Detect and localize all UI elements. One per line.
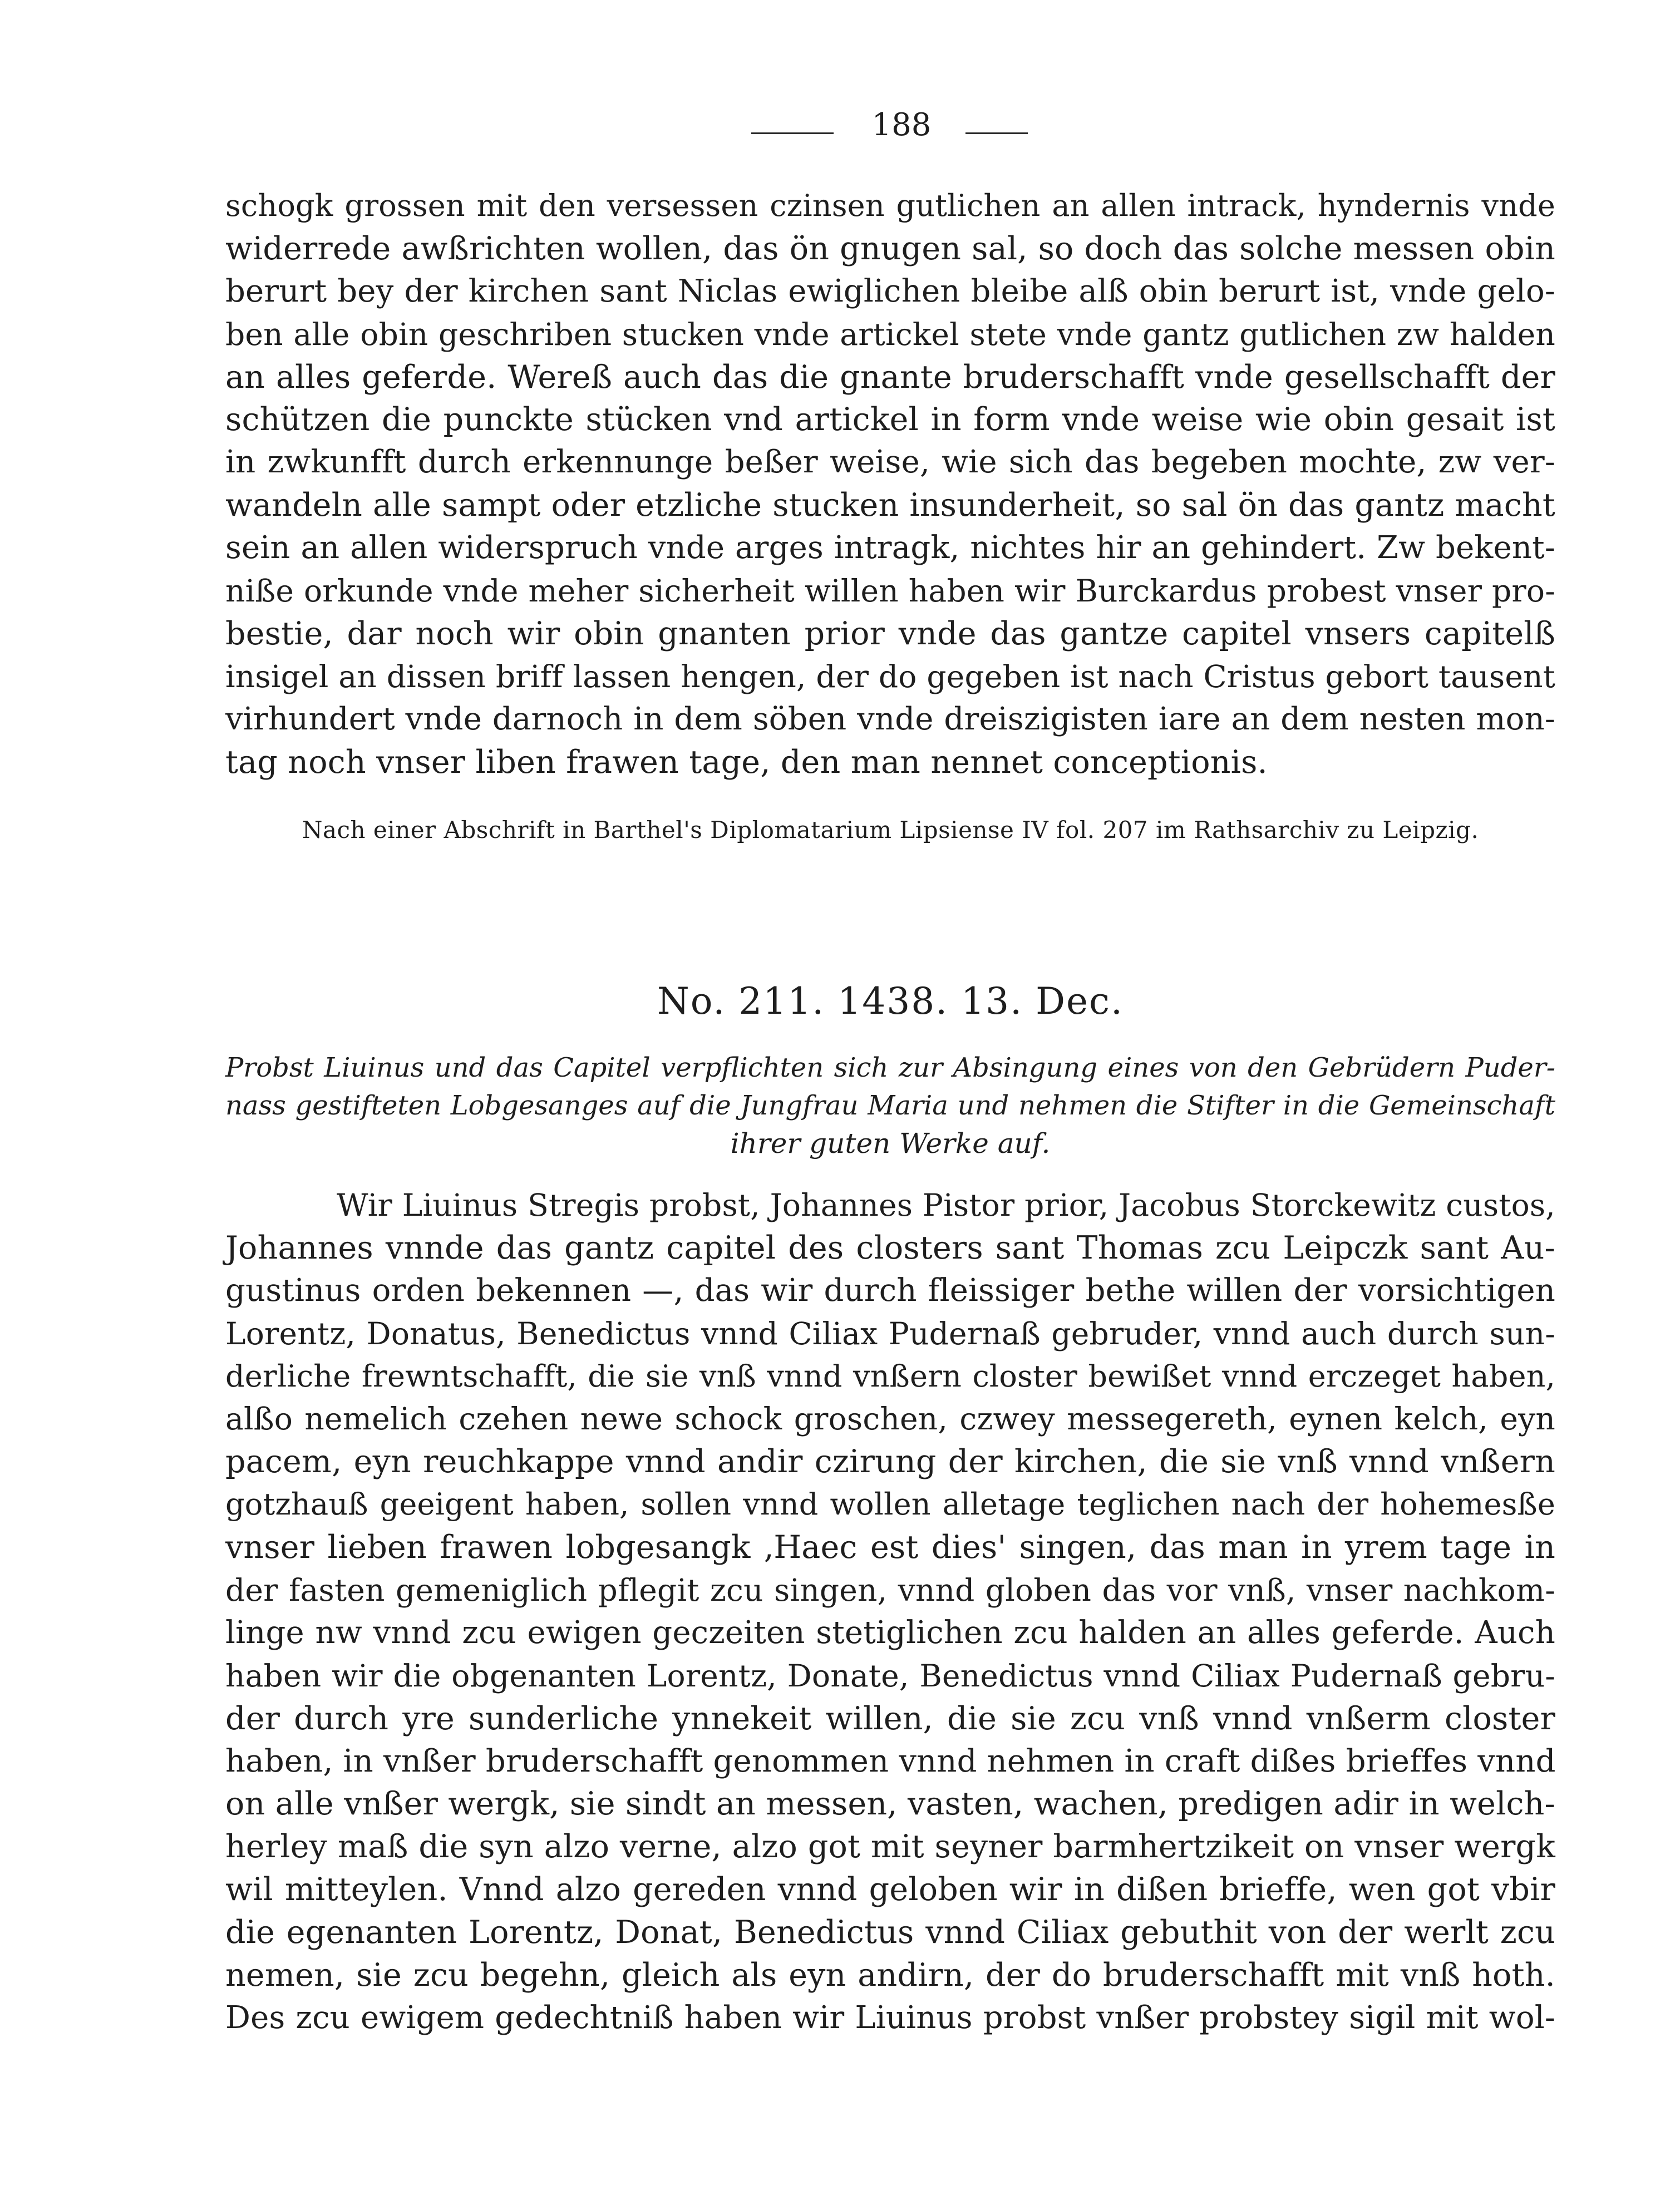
text-line: on alle vnßer wergk, sie sindt an messen, vasten, wachen, predigen adir in welch- (225, 1785, 1555, 1823)
text-line: gotzhauß geeigent haben, sollen vnnd wollen alletage teglichen nach der hohemesße (225, 1487, 1555, 1522)
summary-line: Probst Liuinus und das Capitel verpflichten sich zur Absingung eines von den Gebrüdern Puder- (225, 1052, 1555, 1083)
text-line: nemen, sie zcu begehn, gleich als eyn andirn, der do bruderschafft mit vnß hoth. (225, 1957, 1555, 1994)
text-line: wil mitteylen. Vnnd alzo gereden vnnd geloben wir in dißen brieffe, wen got vbir (225, 1871, 1555, 1908)
text-line: in zwkunfft durch erkennunge beßer weise, wie sich das begeben mochte, zw ver- (225, 444, 1555, 481)
header-rule-left (751, 132, 834, 134)
text-line: linge nw vnnd zcu ewigen geczeiten stetiglichen zcu halden an alles geferde. Auch (225, 1614, 1555, 1651)
text-line: vnser lieben frawen lobgesangk ‚Haec est dies' singen, das man in yrem tage in (225, 1529, 1555, 1566)
paragraph-document-text (225, 1184, 1555, 2040)
text-line: Lorentz, Donatus, Benedictus vnnd Ciliax Pudernaß gebruder, vnnd auch durch sun- (225, 1315, 1555, 1351)
text-line: schützen die punckte stücken vnd artickel in form vnde weise wie obin gesait ist (225, 401, 1555, 438)
text-line: virhundert vnde darnoch in dem söben vnde dreiszigisten iare an dem nesten mon- (225, 701, 1555, 737)
document-heading: No. 211. 1438. 13. Dec. (657, 980, 1124, 1023)
text-line: berurt bey der kirchen sant Niclas ewiglichen bleibe alß obin berurt ist, vnde gelo- (225, 273, 1555, 309)
text-line: bestie, dar noch wir obin gnanten prior vnde das gantze capitel vnsers capitelß (225, 615, 1555, 652)
text-line: wandeln alle sampt oder etzliche stucken insunderheit, so sal ön das gantz macht (225, 487, 1555, 524)
text-line: ben alle obin geschriben stucken vnde artickel stete vnde gantz gutlichen zw halden (225, 316, 1555, 352)
text-line: widerrede awßrichten wollen, das ön gnugen sal, so doch das solche messen obin (225, 230, 1555, 267)
text-line: alßo nemelich czehen newe schock groschen, czwey messegereth, eynen kelch, eyn (225, 1401, 1555, 1437)
text-line: herley maß die syn alzo verne, alzo got mit seyner barmhertzikeit on vnser wergk (225, 1828, 1555, 1866)
text-line: derliche frewntschafft, die sie vnß vnnd vnßern closter bewißet vnnd erczeget haben, (225, 1358, 1555, 1394)
text-line: insigel an dissen briff lassen hengen, der do gegeben ist nach Cristus gebort tausent (225, 658, 1555, 694)
page-number: 188 (871, 107, 932, 143)
summary-line: nass gestifteten Lobgesanges auf die Jungfrau Maria und nehmen die Stifter in die Gemeinschaft (225, 1090, 1555, 1121)
text-line: pacem, eyn reuchkappe vnnd andir czirung der kirchen, die sie vnß vnnd vnßern (225, 1443, 1555, 1481)
text-line: Des zcu ewigem gedechtniß haben wir Liuinus probst vnßer probstey sigil mit wol- (225, 1999, 1555, 2036)
source-note: Nach einer Abschrift in Barthel's Diplomatarium Lipsiense IV fol. 207 im Rathsarchiv zu Leipzig. (302, 816, 1479, 843)
text-line: haben, in vnßer bruderschafft genommen vnnd nehmen in craft dißes brieffes vnnd (225, 1743, 1556, 1779)
text-line: die egenanten Lorentz, Donat, Benedictus vnnd Ciliax gebuthit von der werlt zcu (225, 1914, 1555, 1951)
text-line: Johannes vnnde das gantz capitel des closters sant Thomas zcu Leipczk sant Au- (225, 1229, 1555, 1266)
text-line: der fasten gemeniglich pflegit zcu singen, vnnd globen das vor vnß, vnser nachkom- (225, 1572, 1555, 1609)
text-line: niße orkunde vnde meher sicherheit willen haben wir Burckardus probest vnser pro- (225, 573, 1555, 609)
text-line: gustinus orden bekennen —, das wir durch fleissiger bethe willen der vorsichtigen (225, 1272, 1555, 1309)
text-line: sein an allen widerspruch vnde arges intragk, nichtes hir an gehindert. Zw bekent- (225, 530, 1555, 566)
text-line: schogk grossen mit den versessen czinsen gutlichen an allen intrack, hyndernis vnde (225, 188, 1555, 223)
text-line: Wir Liuinus Stregis probst, Johannes Pistor prior, Jacobus Storckewitz custos, (337, 1187, 1555, 1223)
header-rule-right (965, 132, 1028, 134)
text-line: der durch yre sunderliche ynnekeit willen, die sie zcu vnß vnnd vnßerm closter (225, 1700, 1555, 1737)
text-line: tag noch vnser liben frawen tage, den man nennet conceptionis. (225, 743, 1268, 781)
page-header (0, 100, 1680, 150)
text-line: haben wir die obgenanten Lorentz, Donate, Benedictus vnnd Ciliax Pudernaß gebru- (225, 1658, 1555, 1694)
document-summary (225, 1049, 1555, 1162)
text-line: an alles geferde. Wereß auch das die gnante bruderschafft vnde gesellschafft der (225, 358, 1555, 396)
paragraph-continued (225, 185, 1555, 783)
summary-line: ihrer guten Werke auf. (730, 1127, 1051, 1160)
